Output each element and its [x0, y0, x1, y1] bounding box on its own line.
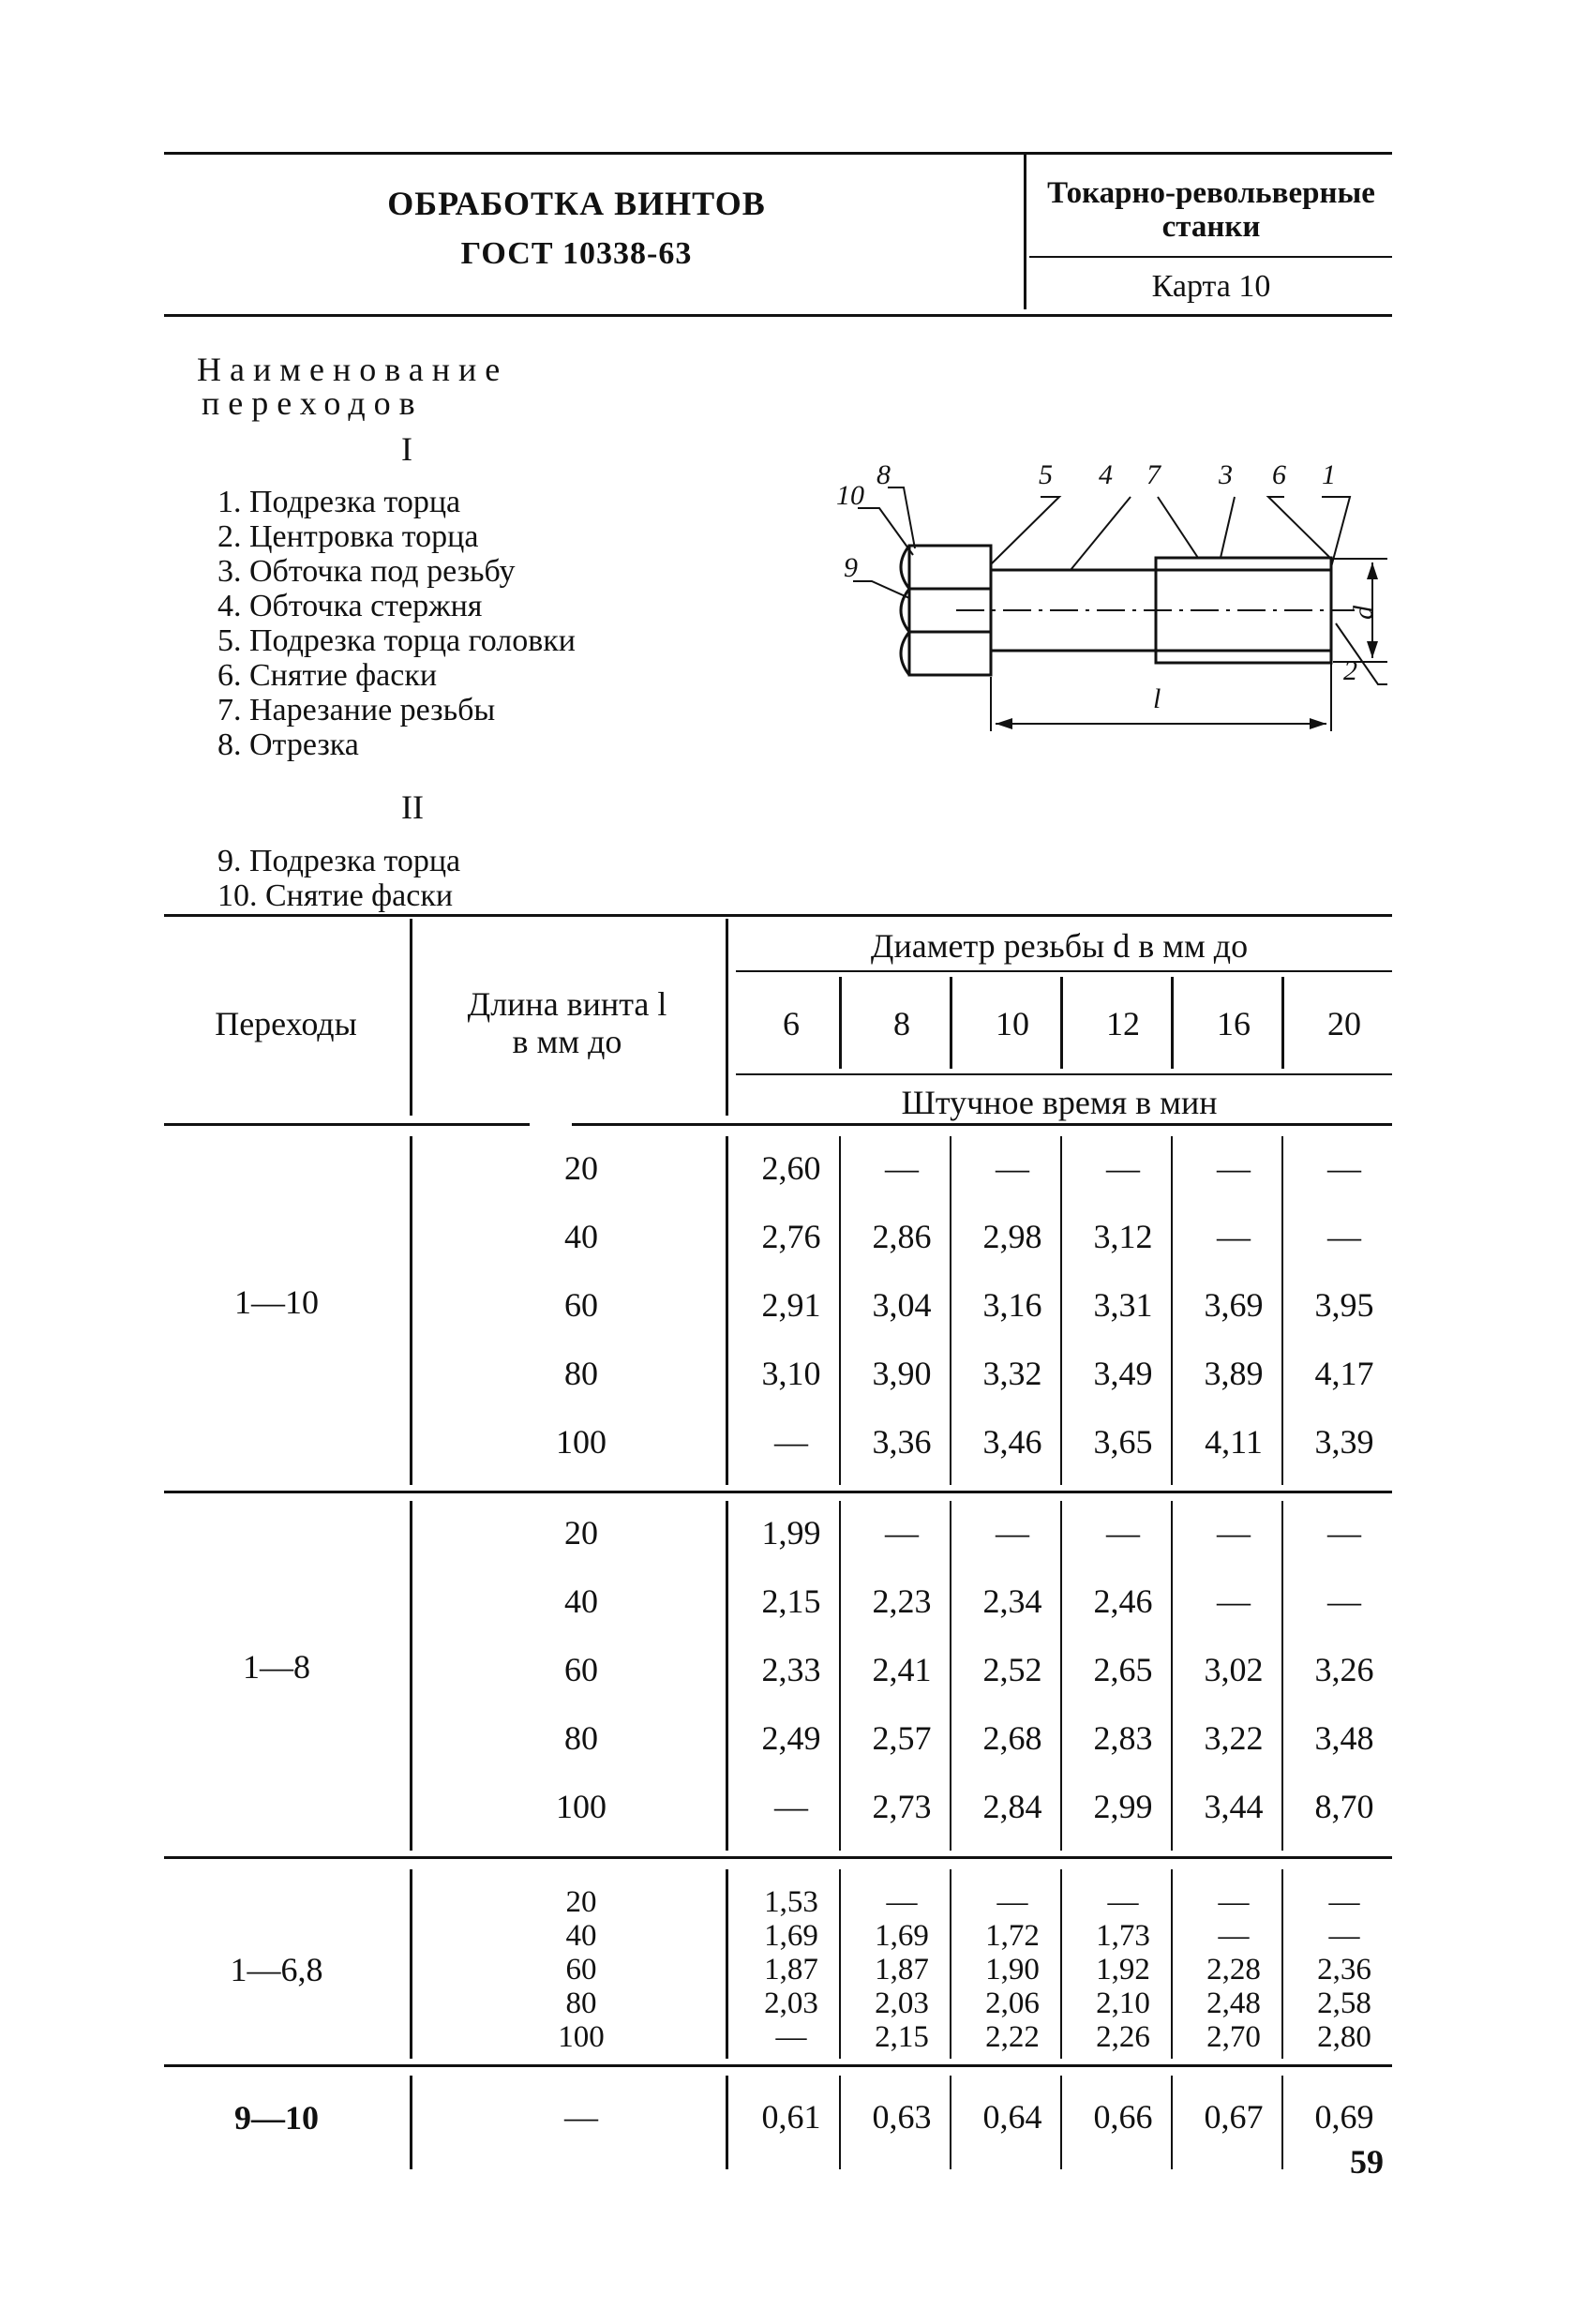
- label-7: 7: [1146, 459, 1161, 490]
- operations-list-2: [217, 844, 460, 913]
- diameter-header: Диаметр резьбы d в мм до: [870, 927, 1249, 965]
- table-col-divider: [410, 1501, 412, 1851]
- time-cell: 2,60: [761, 1149, 821, 1187]
- time-cell: 3,65: [1093, 1423, 1153, 1461]
- time-cell: 3,26: [1314, 1651, 1374, 1688]
- length-cell: —: [564, 2098, 598, 2136]
- time-cell: —: [1218, 1885, 1250, 1919]
- time-cell: 1,72: [985, 1919, 1040, 1953]
- diameter-col-divider: [1171, 977, 1174, 1069]
- diameter-header-rule: [736, 970, 1392, 972]
- header-bottom-rule-left: [164, 1123, 530, 1126]
- group-separator-rule: [164, 2064, 1392, 2067]
- col-header-length-line2: в мм до: [512, 1023, 622, 1060]
- time-cell: 1,87: [875, 1953, 929, 1987]
- label-10: 10: [836, 480, 864, 511]
- time-cell: 3,10: [761, 1355, 821, 1392]
- time-cell: —: [885, 1149, 919, 1187]
- diameter-cell: 20: [1327, 1005, 1361, 1042]
- time-cell: —: [1217, 1149, 1251, 1187]
- length-cell: 80: [565, 1987, 597, 2020]
- time-cell: 2,73: [872, 1788, 932, 1825]
- leader-line: [1071, 497, 1131, 570]
- time-cell: 3,95: [1314, 1286, 1374, 1324]
- time-cell: 2,03: [875, 1987, 929, 2020]
- dimension-d-label: d: [1348, 606, 1379, 620]
- time-header: Штучное время в мин: [901, 1084, 1218, 1121]
- diameter-col-divider: [950, 977, 952, 1069]
- dimension-l-label: l: [1153, 683, 1161, 714]
- time-cell: 4,11: [1205, 1423, 1263, 1461]
- diameter-row-rule: [736, 1073, 1392, 1075]
- machine-type-line1: Токарно-револьверные: [1047, 176, 1375, 210]
- time-cell: 0,66: [1093, 2098, 1153, 2136]
- length-cell: 80: [564, 1355, 598, 1392]
- header-top-rule: [164, 152, 1392, 155]
- time-cell: 2,46: [1093, 1582, 1153, 1620]
- diameter-cell: 6: [783, 1005, 800, 1042]
- time-cell: 0,63: [872, 2098, 932, 2136]
- time-cell: 0,61: [761, 2098, 821, 2136]
- time-cell: 0,69: [1314, 2098, 1374, 2136]
- table-col-divider: [726, 1501, 728, 1851]
- time-cell: 2,84: [982, 1788, 1042, 1825]
- time-cell: —: [1327, 1514, 1361, 1552]
- length-cell: 40: [565, 1919, 597, 1953]
- operation-item: 3. Обточка под резьбу: [217, 554, 516, 589]
- operations-heading-line1: Наименование: [197, 351, 509, 388]
- time-cell: 2,26: [1096, 2020, 1150, 2054]
- time-cell: 3,22: [1204, 1719, 1264, 1757]
- time-cell: —: [1327, 1582, 1361, 1620]
- length-cell: 60: [564, 1651, 598, 1688]
- section-two-label: II: [401, 788, 424, 826]
- time-cell: —: [885, 1514, 919, 1552]
- col-header-length-line1: Длина винта l: [467, 985, 667, 1023]
- time-cell: 3,02: [1204, 1651, 1264, 1688]
- length-cell: 40: [564, 1218, 598, 1255]
- time-cell: 2,22: [985, 2020, 1040, 2054]
- operation-item: 7. Нарезание резьбы: [217, 693, 496, 727]
- leader-line: [858, 508, 913, 555]
- time-cell: 2,58: [1317, 1987, 1371, 2020]
- time-cell: 0,64: [982, 2098, 1042, 2136]
- time-cell: 3,90: [872, 1355, 932, 1392]
- time-cell: —: [775, 2020, 807, 2054]
- time-cell: 0,67: [1204, 2098, 1264, 2136]
- operations-heading-line2: переходов: [202, 384, 424, 422]
- time-cell: 2,68: [982, 1719, 1042, 1757]
- diameter-cell: 16: [1217, 1005, 1251, 1042]
- group-separator-rule: [164, 1856, 1392, 1859]
- diameter-col-divider: [1060, 977, 1063, 1069]
- time-cell: 2,15: [875, 2020, 929, 2054]
- table-col-divider: [410, 2076, 412, 2169]
- operation-item: 6. Снятие фаски: [217, 658, 438, 693]
- time-cell: 2,76: [761, 1218, 821, 1255]
- table-col-divider: [726, 919, 728, 1116]
- time-cell: —: [886, 1885, 918, 1919]
- time-cell: 2,80: [1317, 2020, 1371, 2054]
- label-8: 8: [876, 459, 891, 490]
- table-col-divider: [410, 1869, 412, 2059]
- time-cell: 1,99: [761, 1514, 821, 1552]
- table-col-divider: [726, 1869, 728, 2059]
- arrow-head: [1367, 641, 1378, 658]
- time-cell: —: [996, 1885, 1028, 1919]
- time-cell: —: [1218, 1919, 1250, 1953]
- time-cell: 1,53: [764, 1885, 818, 1919]
- time-cell: 2,65: [1093, 1651, 1153, 1688]
- time-cell: —: [1106, 1149, 1140, 1187]
- time-cell: 2,41: [872, 1651, 932, 1688]
- time-cell: —: [1327, 1218, 1361, 1255]
- col-header-transitions: Переходы: [215, 1005, 357, 1042]
- label-4: 4: [1099, 459, 1113, 490]
- section-one-label: I: [401, 430, 412, 468]
- label-5: 5: [1039, 459, 1053, 490]
- group-label: 1—10: [234, 1283, 319, 1321]
- diameter-cell: 8: [893, 1005, 910, 1042]
- arrow-head: [996, 718, 1012, 729]
- length-cell: 100: [556, 1788, 607, 1825]
- table-top-rule: [164, 914, 1392, 917]
- time-cell: 1,90: [985, 1953, 1040, 1987]
- header-bottom-rule: [164, 314, 1392, 317]
- time-cell: —: [1107, 1885, 1139, 1919]
- header-mid-rule: [1029, 256, 1392, 258]
- operation-item: 2. Центровка торца: [217, 519, 479, 554]
- time-cell: 1,73: [1096, 1919, 1150, 1953]
- time-cell: 2,70: [1206, 2020, 1261, 2054]
- length-cell: 40: [564, 1582, 598, 1620]
- time-cell: 2,83: [1093, 1719, 1153, 1757]
- time-cell: 3,46: [982, 1423, 1042, 1461]
- time-cell: 2,10: [1096, 1987, 1150, 2020]
- header-bottom-rule-right: [572, 1123, 1392, 1126]
- time-cell: 1,87: [764, 1953, 818, 1987]
- length-cell: 100: [556, 1423, 607, 1461]
- time-cell: 2,28: [1206, 1953, 1261, 1987]
- time-cell: —: [774, 1423, 808, 1461]
- diameter-col-divider: [839, 977, 842, 1069]
- time-cell: 8,70: [1314, 1788, 1374, 1825]
- machine-type-line2: станки: [1161, 210, 1261, 244]
- arrow-head: [1310, 718, 1326, 729]
- operation-item: 9. Подрезка торца: [217, 844, 461, 878]
- time-cell: 2,86: [872, 1218, 932, 1255]
- table-col-divider: [410, 1136, 412, 1485]
- time-cell: 3,89: [1204, 1355, 1264, 1392]
- diameter-cell: 12: [1106, 1005, 1140, 1042]
- card-number: Карта 10: [1151, 269, 1271, 304]
- operation-item: 4. Обточка стержня: [217, 589, 483, 623]
- time-cell: —: [996, 1514, 1029, 1552]
- label-6: 6: [1272, 459, 1286, 490]
- time-cell: 2,06: [985, 1987, 1040, 2020]
- leader-line: [991, 497, 1059, 564]
- gost-number: ГОСТ 10338-63: [460, 236, 693, 271]
- table-col-divider: [410, 919, 412, 1116]
- time-cell: 2,99: [1093, 1788, 1153, 1825]
- time-cell: —: [1328, 1885, 1360, 1919]
- document-title: ОБРАБОТКА ВИНТОВ: [387, 185, 766, 222]
- time-cell: 4,17: [1314, 1355, 1374, 1392]
- group-label: 1—6,8: [230, 1951, 323, 1988]
- time-cell: 3,31: [1093, 1286, 1153, 1324]
- time-cell: 2,91: [761, 1286, 821, 1324]
- operation-item: 8. Отрезка: [217, 727, 359, 762]
- time-cell: 2,52: [982, 1651, 1042, 1688]
- length-cell: 60: [564, 1286, 598, 1324]
- label-9: 9: [844, 552, 858, 583]
- time-cell: 3,36: [872, 1423, 932, 1461]
- arrow-head: [1367, 562, 1378, 579]
- time-cell: 2,36: [1317, 1953, 1371, 1987]
- time-cell: 2,57: [872, 1719, 932, 1757]
- table-col-divider: [726, 2076, 728, 2169]
- time-cell: 2,49: [761, 1719, 821, 1757]
- time-cell: 3,32: [982, 1355, 1042, 1392]
- time-cell: —: [1328, 1919, 1360, 1953]
- length-cell: 100: [558, 2020, 605, 2054]
- table-col-divider: [726, 1136, 728, 1485]
- screw-diagram: [825, 450, 1387, 750]
- time-cell: 2,03: [764, 1987, 818, 2020]
- time-cell: 2,34: [982, 1582, 1042, 1620]
- time-cell: 3,12: [1093, 1218, 1153, 1255]
- operations-list-1: [217, 485, 576, 762]
- length-cell: 20: [565, 1885, 597, 1919]
- time-cell: 3,39: [1314, 1423, 1374, 1461]
- group-label: 1—8: [243, 1648, 310, 1686]
- time-cell: 2,15: [761, 1582, 821, 1620]
- time-cell: 1,69: [875, 1919, 929, 1953]
- time-cell: 1,92: [1096, 1953, 1150, 1987]
- time-cell: 3,49: [1093, 1355, 1153, 1392]
- length-cell: 80: [564, 1719, 598, 1757]
- time-cell: 2,33: [761, 1651, 821, 1688]
- time-cell: —: [774, 1788, 808, 1825]
- length-cell: 20: [564, 1514, 598, 1552]
- time-cell: —: [1106, 1514, 1140, 1552]
- time-cell: 3,16: [982, 1286, 1042, 1324]
- leader-line: [1158, 497, 1198, 558]
- time-cell: 3,69: [1204, 1286, 1264, 1324]
- group-separator-rule: [164, 1491, 1392, 1493]
- length-cell: 60: [565, 1953, 597, 1987]
- label-1: 1: [1322, 459, 1336, 490]
- group-label: 9—10: [234, 2099, 319, 2137]
- time-cell: 3,04: [872, 1286, 932, 1324]
- operation-item: 10. Снятие фаски: [217, 878, 454, 913]
- diameter-cell: 10: [996, 1005, 1029, 1042]
- time-cell: 2,98: [982, 1218, 1042, 1255]
- time-cell: —: [1217, 1514, 1251, 1552]
- diameter-col-divider: [1281, 977, 1284, 1069]
- operation-item: 1. Подрезка торца: [217, 485, 461, 519]
- time-cell: —: [1327, 1149, 1361, 1187]
- time-cell: —: [1217, 1218, 1251, 1255]
- time-cell: 3,48: [1314, 1719, 1374, 1757]
- time-cell: 1,69: [764, 1919, 818, 1953]
- operation-item: 5. Подрезка торца головки: [217, 623, 576, 658]
- time-cell: —: [996, 1149, 1029, 1187]
- leader-line: [1268, 497, 1333, 561]
- label-2: 2: [1343, 655, 1357, 686]
- leader-line: [1221, 497, 1235, 558]
- time-cell: 3,44: [1204, 1788, 1264, 1825]
- length-cell: 20: [564, 1149, 598, 1187]
- page-number: 59: [1350, 2143, 1384, 2181]
- leader-line: [853, 581, 909, 598]
- time-cell: 2,48: [1206, 1987, 1261, 2020]
- time-cell: 2,23: [872, 1582, 932, 1620]
- time-cell: —: [1217, 1582, 1251, 1620]
- label-3: 3: [1219, 459, 1233, 490]
